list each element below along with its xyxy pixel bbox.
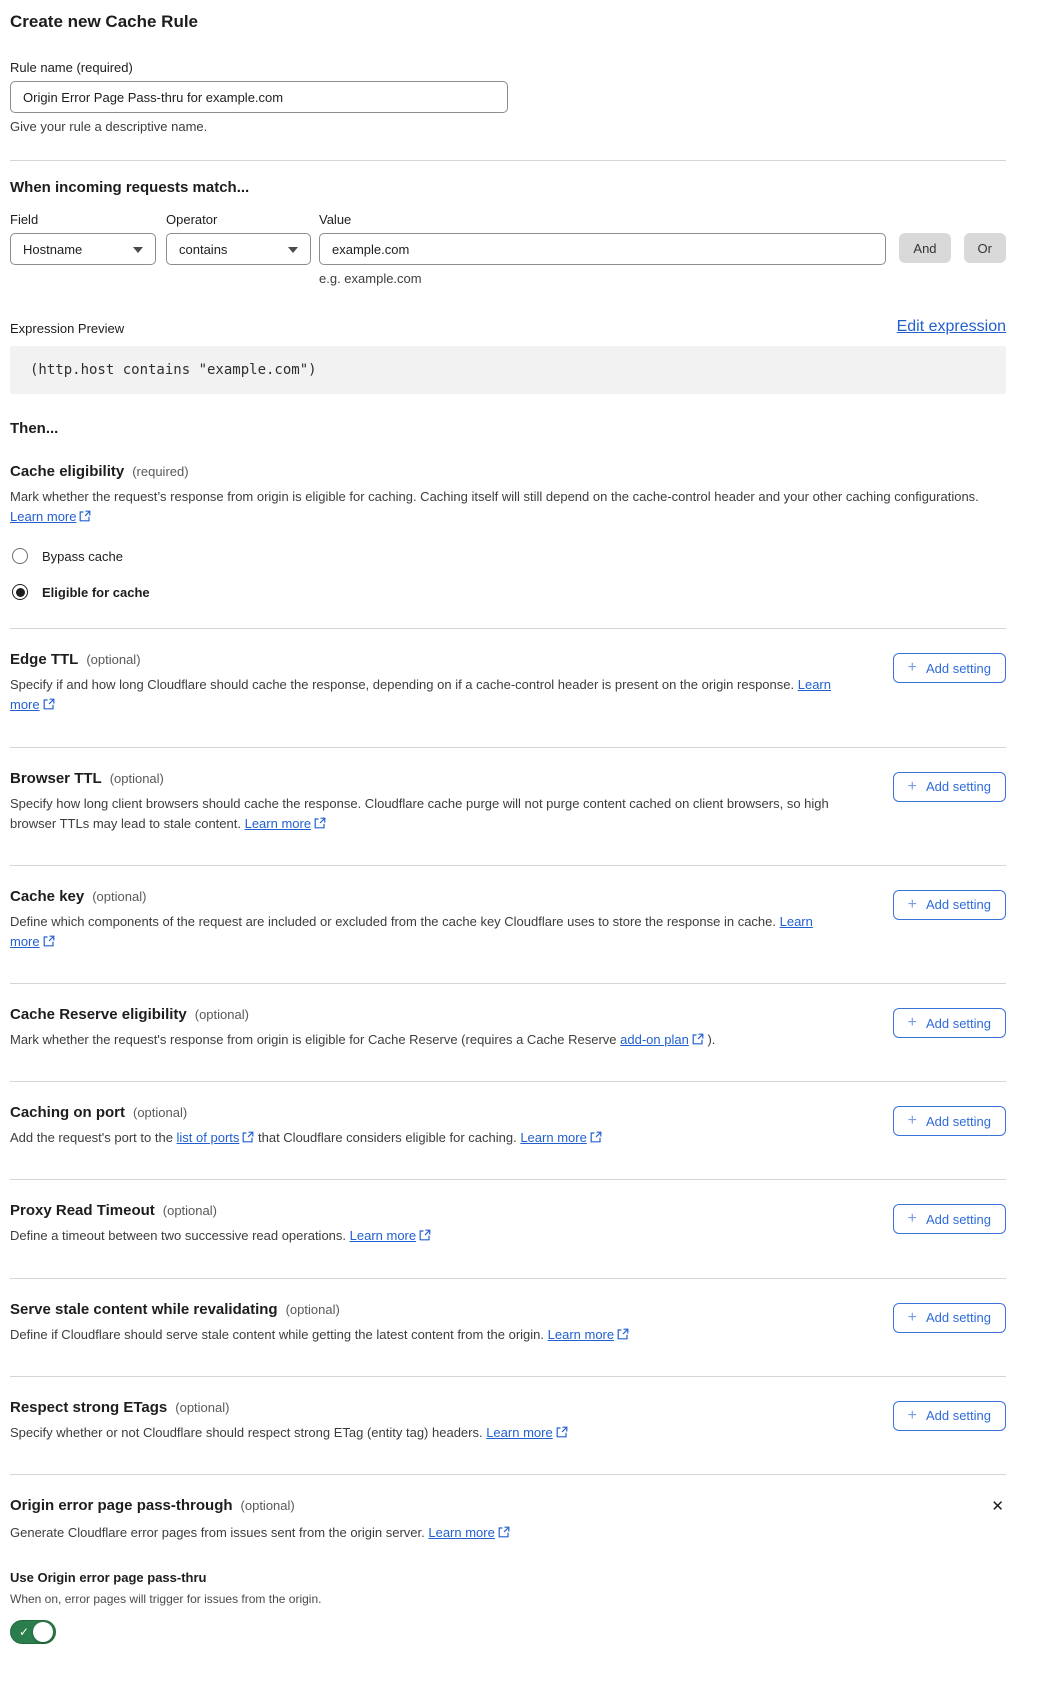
setting-description: Add the request's port to the list of ports that Cloudflare considers eligible for caching. Learn more <box>10 1128 838 1149</box>
plus-icon: + <box>907 659 917 677</box>
setting-title: Caching on port <box>10 1104 125 1122</box>
operator-select[interactable] <box>166 233 311 265</box>
cache-eligibility-required-tag: (required) <box>132 464 189 479</box>
rule-name-input[interactable] <box>10 81 508 113</box>
optional-settings-list <box>10 628 1006 1474</box>
plus-icon: + <box>907 1014 917 1032</box>
origin-error-optional-tag: (optional) <box>240 1497 295 1513</box>
external-link-icon <box>242 1129 254 1149</box>
setting-optional-tag: (optional) <box>285 1301 340 1317</box>
setting-title: Respect strong ETags <box>10 1398 168 1416</box>
cache-eligibility-section <box>10 463 1006 628</box>
close-icon[interactable]: ✕ <box>991 1497 1004 1515</box>
list-of-ports-link[interactable]: list of ports <box>176 1130 240 1146</box>
setting-description: Define if Cloudflare should serve stale content while getting the latest content from the origin. Learn more <box>10 1325 838 1346</box>
setting-description: Define a timeout between two successive read operations. Learn more <box>10 1226 838 1247</box>
origin-error-description: Generate Cloudflare error pages from issues sent from the origin server. Learn more <box>10 1523 1006 1544</box>
setting-title: Edge TTL <box>10 651 79 669</box>
expression-code: (http.host contains "example.com") <box>10 346 1006 394</box>
expression-preview-label: Expression Preview <box>10 321 125 336</box>
learn-more-link[interactable]: Learn more <box>10 913 813 949</box>
add-setting-button[interactable]: + Add setting <box>893 1204 1006 1234</box>
match-heading: When incoming requests match... <box>10 179 250 196</box>
field-select-value: Hostname <box>23 241 83 257</box>
setting-optional-tag: (optional) <box>86 652 141 668</box>
page-title: Create new Cache Rule <box>10 12 199 31</box>
setting-section-caching-on-port <box>10 1082 1006 1179</box>
learn-more-link[interactable]: Learn more <box>10 509 77 525</box>
learn-more-link[interactable]: Learn more <box>10 677 831 713</box>
radio-selected-icon[interactable] <box>12 584 28 600</box>
setting-description: Mark whether the request's response from origin is eligible for Cache Reserve (requires a Cache Reserve add-on plan ). <box>10 1030 838 1051</box>
external-link-icon <box>556 1424 568 1444</box>
radio-option-eligible-for-cache[interactable] <box>10 584 1006 600</box>
learn-more-link[interactable]: Learn more <box>244 815 312 831</box>
or-button[interactable]: Or <box>964 233 1006 263</box>
setting-optional-tag: (optional) <box>194 1007 249 1023</box>
plus-icon: + <box>907 1308 917 1326</box>
setting-section-serve-stale-content-while-revalidating <box>10 1279 1006 1376</box>
operator-label: Operator <box>166 212 218 227</box>
origin-error-toggle-label: Use Origin error page pass-thru <box>10 1569 207 1585</box>
learn-more-link[interactable]: Learn more <box>428 1524 495 1540</box>
check-icon: ✓ <box>19 1624 30 1639</box>
add-setting-button[interactable]: + Add setting <box>893 1106 1006 1136</box>
radio-label: Eligible for cache <box>42 584 150 600</box>
plus-icon: + <box>907 895 917 913</box>
plus-icon: + <box>907 1112 917 1130</box>
learn-more-link[interactable]: Learn more <box>520 1130 587 1146</box>
external-link-icon <box>498 1524 510 1544</box>
origin-error-page-section <box>10 1475 1006 1644</box>
value-input[interactable] <box>319 233 886 265</box>
setting-title: Cache Reserve eligibility <box>10 1006 187 1024</box>
setting-optional-tag: (optional) <box>175 1399 230 1415</box>
expression-header <box>10 318 1006 336</box>
setting-description: Specify whether or not Cloudflare should respect strong ETag (entity tag) headers. Learn more <box>10 1423 838 1444</box>
add-setting-button[interactable]: + Add setting <box>893 890 1006 920</box>
field-select[interactable] <box>10 233 156 265</box>
value-helper: e.g. example.com <box>319 271 422 286</box>
origin-error-pass-thru-toggle[interactable] <box>10 1620 56 1644</box>
external-link-icon <box>43 696 55 716</box>
add-setting-button[interactable]: + Add setting <box>893 1008 1006 1038</box>
origin-error-toggle-description: When on, error pages will trigger for issues from the origin. <box>10 1591 322 1606</box>
setting-title: Browser TTL <box>10 769 102 787</box>
divider <box>10 160 1006 161</box>
rule-name-label: Rule name (required) <box>10 60 133 75</box>
cache-eligibility-description: Mark whether the request’s response from origin is eligible for caching. Caching itself will still depend on the cache-control header and your other caching configurations. Learn more <box>10 487 1006 528</box>
plus-icon: + <box>907 1406 917 1424</box>
setting-description: Specify if and how long Cloudflare should cache the response, depending on if a cache-control header is present on the origin response. Learn more <box>10 675 838 716</box>
setting-title: Serve stale content while revalidating <box>10 1300 278 1318</box>
rule-name-helper: Give your rule a descriptive name. <box>10 119 208 134</box>
external-link-icon <box>314 815 326 835</box>
learn-more-link[interactable]: Learn more <box>486 1424 553 1440</box>
rule-name-section <box>10 60 1006 134</box>
setting-optional-tag: (optional) <box>109 770 164 786</box>
origin-error-title: Origin error page pass-through <box>10 1496 233 1514</box>
setting-title: Proxy Read Timeout <box>10 1202 155 1220</box>
radio-icon[interactable] <box>12 548 28 564</box>
add-setting-button[interactable]: + Add setting <box>893 1401 1006 1431</box>
plus-icon: + <box>907 1210 917 1228</box>
add-setting-button[interactable]: + Add setting <box>893 1303 1006 1333</box>
and-button[interactable]: And <box>899 233 950 263</box>
external-link-icon <box>43 933 55 953</box>
setting-title: Cache key <box>10 887 85 905</box>
learn-more-link[interactable]: Learn more <box>349 1228 417 1244</box>
then-heading: Then... <box>10 420 59 437</box>
match-condition-row <box>10 212 1006 286</box>
external-link-icon <box>419 1227 431 1247</box>
toggle-knob <box>33 1622 53 1642</box>
add-setting-button[interactable]: + Add setting <box>893 772 1006 802</box>
external-link-icon <box>79 508 91 528</box>
radio-label: Bypass cache <box>42 548 123 564</box>
setting-description: Define which components of the request are included or excluded from the cache key Cloudflare uses to store the response in cache. Learn more <box>10 912 838 953</box>
setting-optional-tag: (optional) <box>92 888 147 904</box>
add-on-plan-link[interactable]: add-on plan <box>620 1032 689 1048</box>
value-label: Value <box>319 212 352 227</box>
setting-section-cache-reserve-eligibility <box>10 984 1006 1081</box>
add-setting-button[interactable]: + Add setting <box>893 653 1006 683</box>
setting-section-edge-ttl <box>10 629 1006 746</box>
external-link-icon <box>692 1031 704 1051</box>
chevron-down-icon <box>133 247 143 253</box>
setting-section-proxy-read-timeout <box>10 1180 1006 1277</box>
external-link-icon <box>590 1129 602 1149</box>
setting-section-browser-ttl <box>10 748 1006 865</box>
chevron-down-icon <box>288 247 298 253</box>
operator-select-value: contains <box>179 241 228 257</box>
plus-icon: + <box>907 777 917 795</box>
setting-optional-tag: (optional) <box>162 1203 217 1219</box>
setting-section-respect-strong-etags <box>10 1377 1006 1474</box>
learn-more-link[interactable]: Learn more <box>547 1326 615 1342</box>
radio-option-bypass-cache[interactable] <box>10 548 1006 564</box>
cache-eligibility-title: Cache eligibility <box>10 463 125 480</box>
setting-optional-tag: (optional) <box>133 1105 188 1121</box>
field-label: Field <box>10 212 39 227</box>
setting-description: Specify how long client browsers should cache the response. Cloudflare cache purge will not purge content cached on client browsers, so high browser TTLs may lead to stale content. Learn more <box>10 794 838 835</box>
setting-section-cache-key <box>10 866 1006 983</box>
external-link-icon <box>617 1326 629 1346</box>
edit-expression-link[interactable]: Edit expression <box>896 318 1006 335</box>
